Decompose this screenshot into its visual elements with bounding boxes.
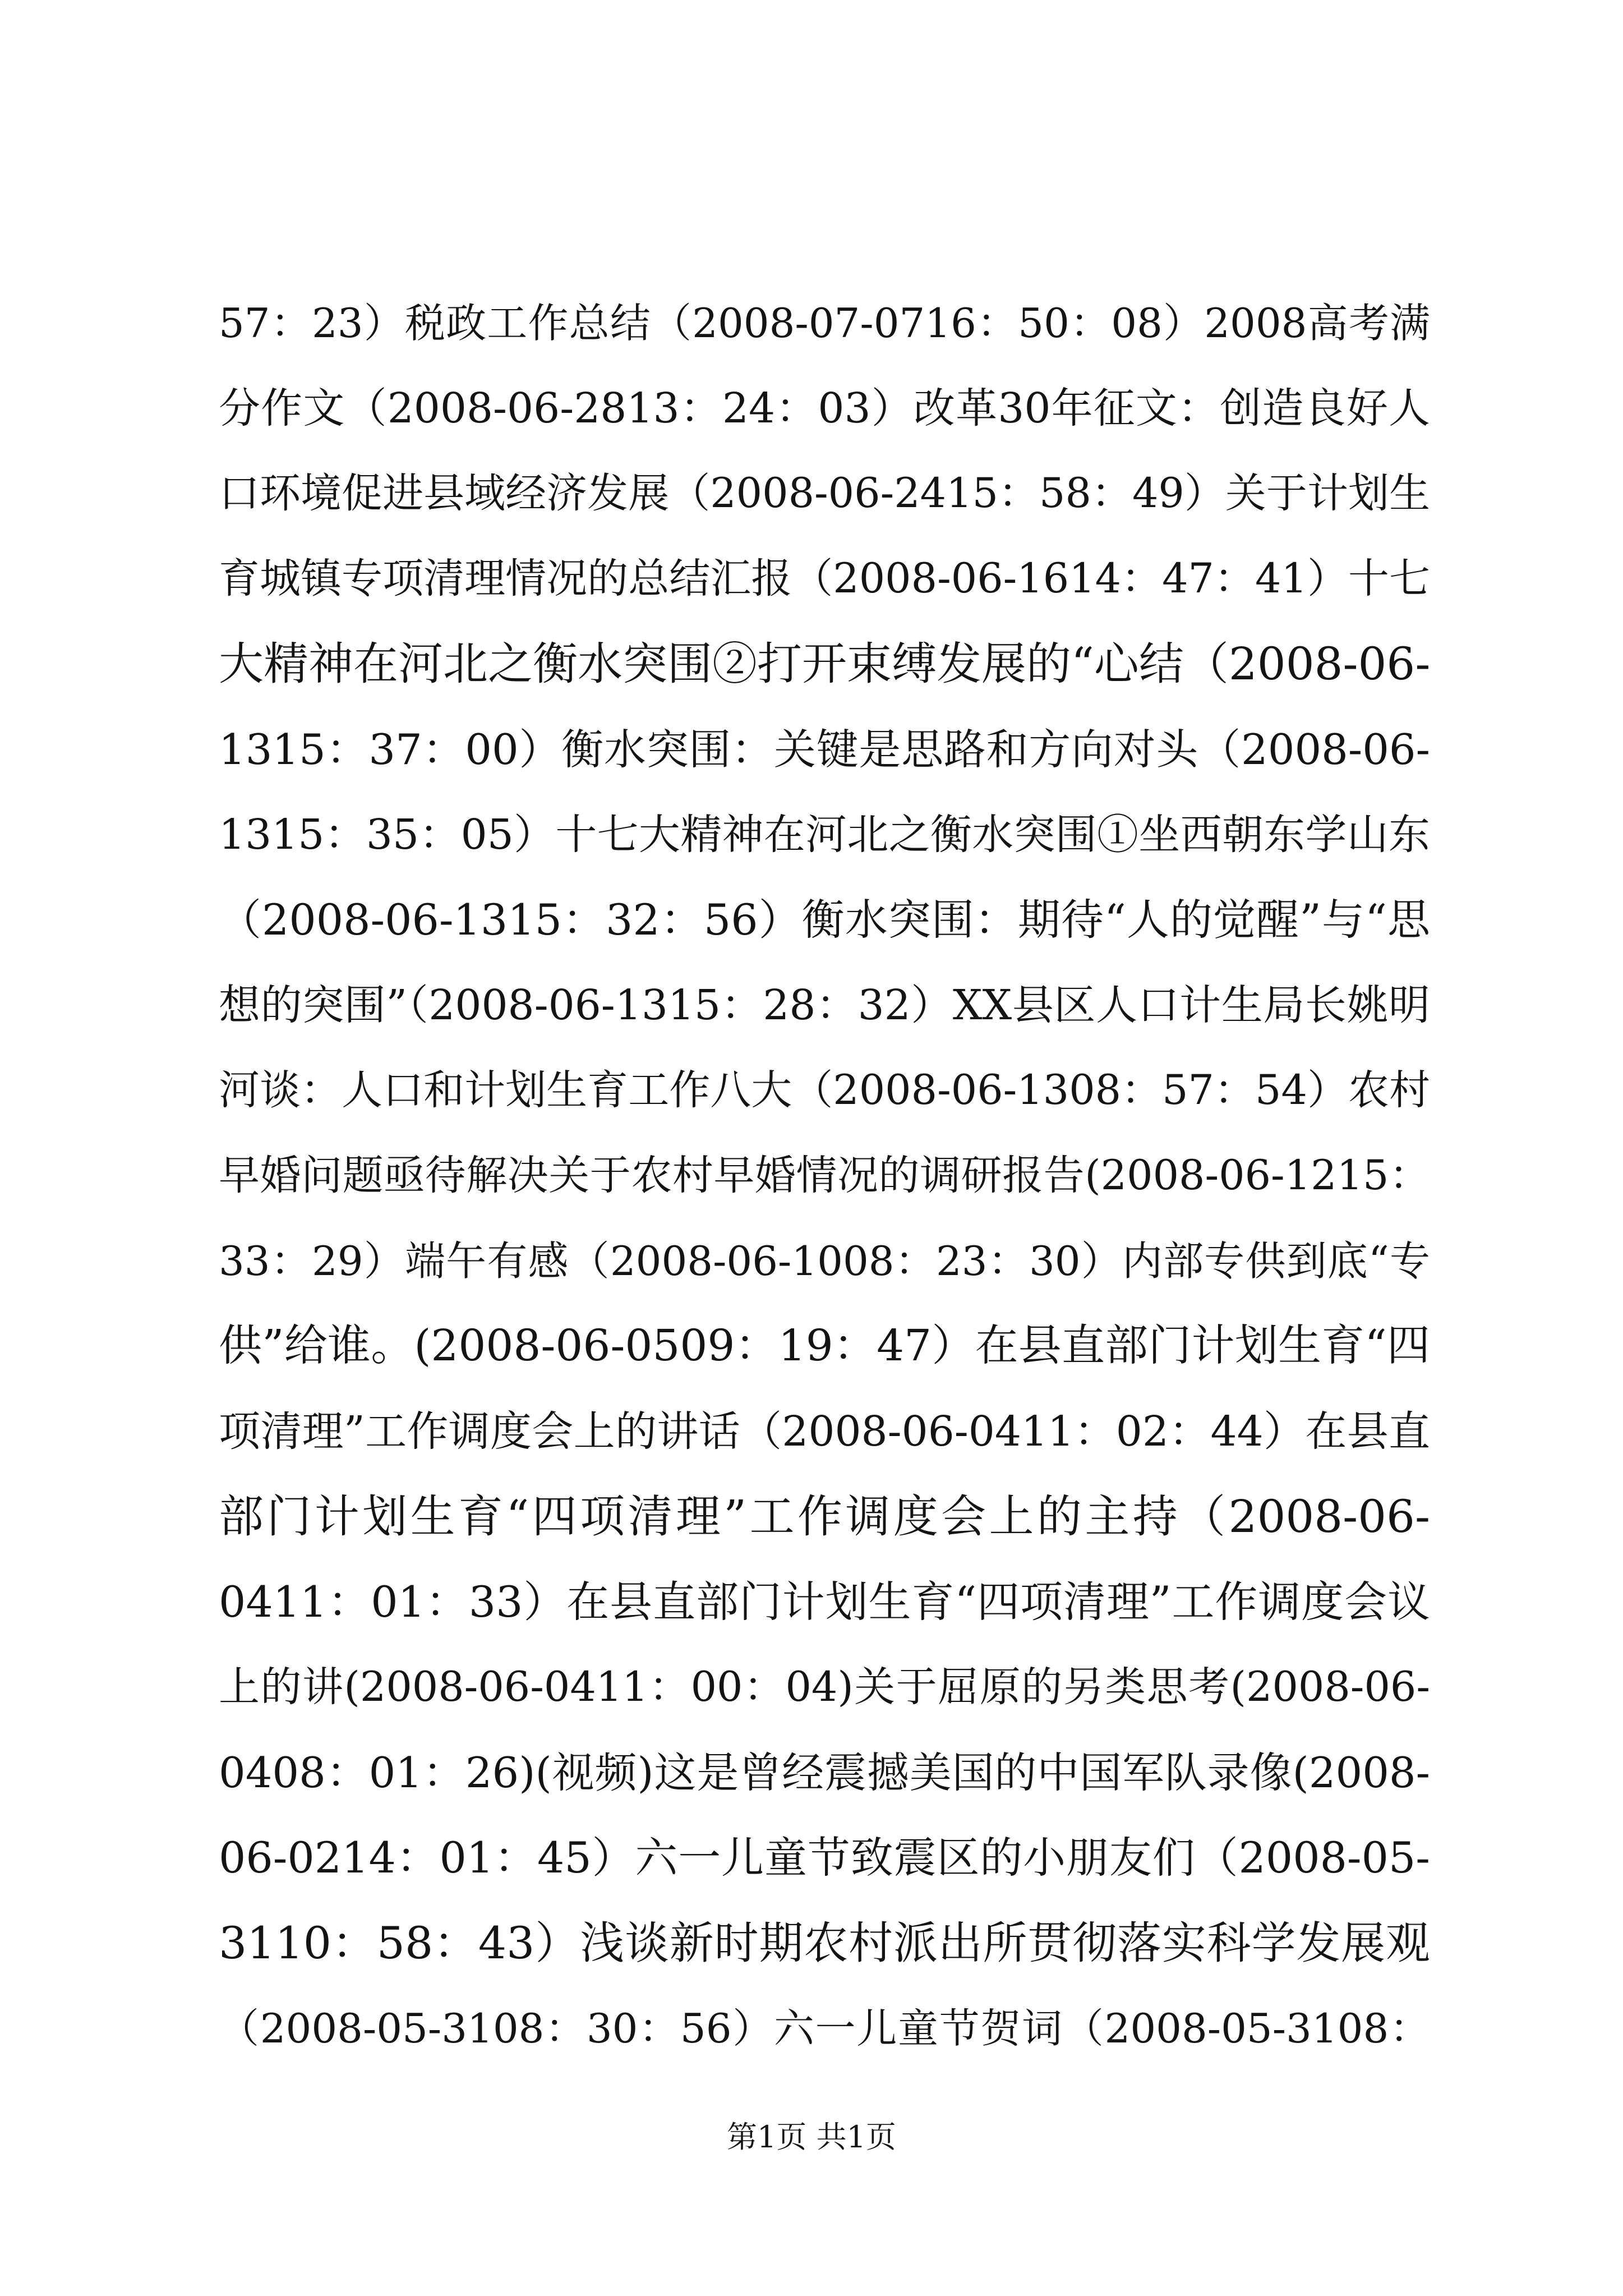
text-line: 想的突围”（2008-06-1315：28：32）XX县区人口计生局长姚明 <box>219 981 1430 1029</box>
text-line: 项清理”工作调度会上的讲话（2008-06-0411：02：44）在县直 <box>219 1407 1430 1456</box>
text-line: 供”给谁。(2008-06-0509：19：47）在县直部门计划生育“四 <box>219 1321 1430 1371</box>
text-line: 分作文（2008-06-2813：24：03）改革30年征文：创造良好人 <box>219 384 1430 432</box>
text-line: 06-0214：01：45）六一儿童节致震区的小朋友们（2008-05- <box>219 1833 1430 1883</box>
text-line: （2008-06-1315：32：56）衡水突围：期待“人的觉醒”与“思 <box>219 895 1430 945</box>
text-line: 0408：01：26)(视频)这是曾经震撼美国的中国军队录像(2008- <box>219 1748 1430 1797</box>
text-line: 早婚问题亟待解决关于农村早婚情况的调研报告(2008-06-1215： <box>219 1152 1430 1199</box>
text-line: （2008-05-3108：30：56）六一儿童节贺词（2008-05-3108： <box>219 2005 1430 2052</box>
page-footer <box>0 2118 1623 2157</box>
page-number: 第1页 共1页 <box>727 2119 896 2155</box>
text-line: 大精神在河北之衡水突围②打开束缚发展的“心结（2008-06- <box>219 638 1431 690</box>
text-line: 33：29）端午有感（2008-06-1008：23：30）内部专供到底“专 <box>219 1237 1430 1285</box>
document-body <box>219 280 1430 2071</box>
text-line: 上的讲(2008-06-0411：00：04)关于屈原的另类思考(2008-06- <box>219 1663 1430 1711</box>
text-line: 河谈：人口和计划生育工作八大（2008-06-1308：57：54）农村 <box>219 1066 1430 1114</box>
text-line: 口环境促进县域经济发展（2008-06-2415：58：49）关于计划生 <box>219 470 1430 517</box>
text-line: 1315：35：05）十七大精神在河北之衡水突围①坐西朝东学山东 <box>219 811 1430 859</box>
text-line: 0411：01：33）在县直部门计划生育“四项清理”工作调度会议 <box>219 1577 1430 1627</box>
text-line: 1315：37：00）衡水突围：关键是思路和方向对头（2008-06- <box>219 725 1430 774</box>
text-line: 部门计划生育“四项清理”工作调度会上的主持（2008-06- <box>219 1490 1430 1543</box>
text-line: 57：23）税政工作总结（2008-07-0716：50：08）2008高考满 <box>219 300 1430 347</box>
text-line: 3110：58：43）浅谈新时期农村派出所贯彻落实科学发展观 <box>219 1917 1430 1969</box>
text-line: 育城镇专项清理情况的总结汇报（2008-06-1614：47：41）十七 <box>219 555 1430 602</box>
